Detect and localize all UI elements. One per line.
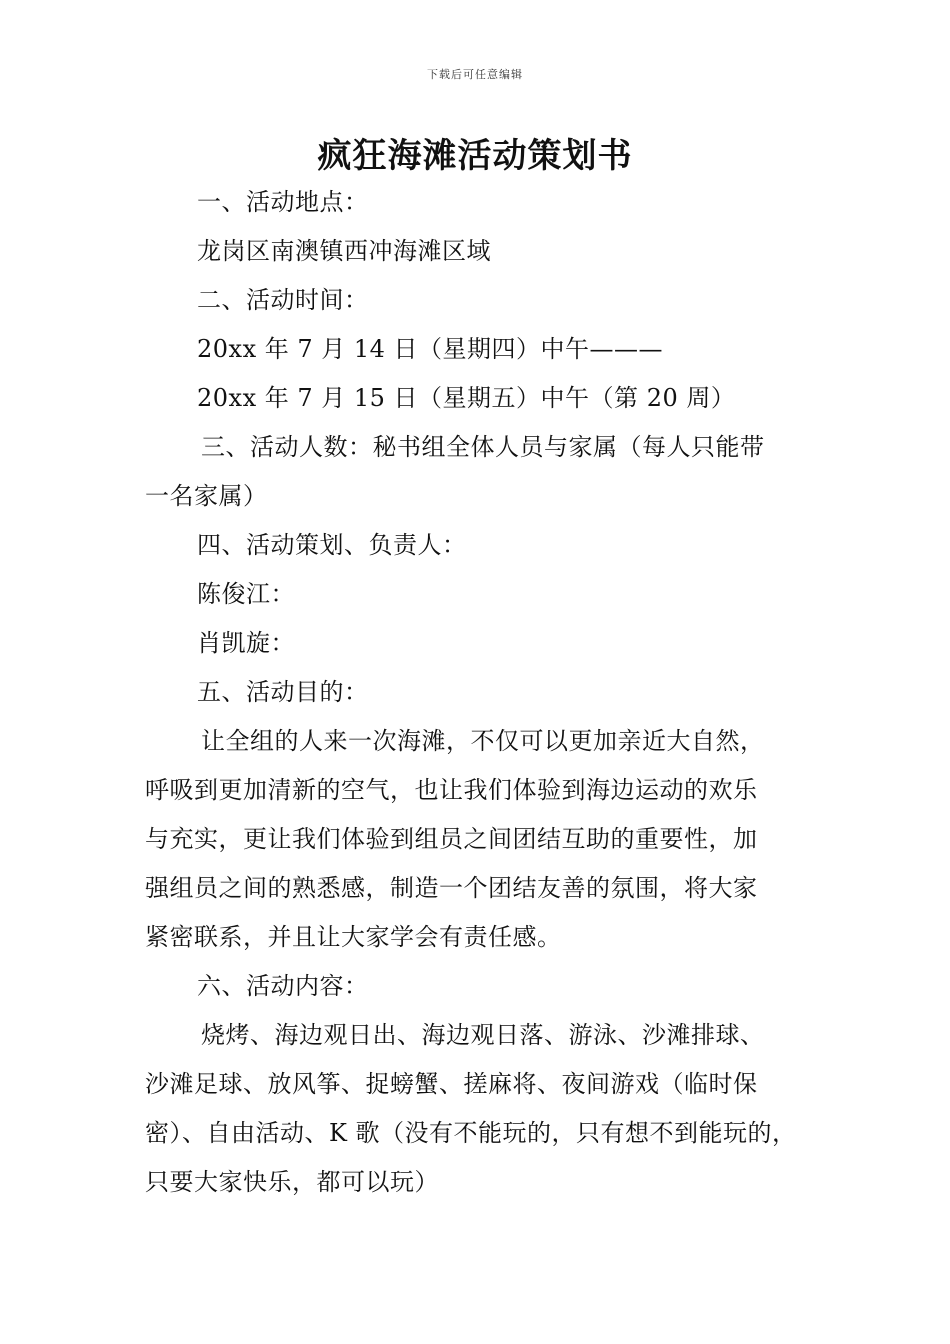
purpose-line: 强组员之间的熟悉感，制造一个团结友善的氛围，将大家	[145, 874, 758, 902]
content-line: 密）、自由活动、K 歌（没有不能玩的，只有想不到能玩的，	[145, 1119, 797, 1147]
organizer-1: 陈俊江：	[197, 580, 295, 608]
people-line-1: 三、活动人数：秘书组全体人员与家属（每人只能带	[201, 433, 765, 461]
organizer-heading: 四、活动策划、负责人：	[197, 531, 467, 559]
time-heading: 二、活动时间：	[197, 286, 369, 314]
time-line-2: 20xx 年 7 月 15 日（星期五）中午（第 20 周）	[197, 384, 736, 412]
people-line-2: 一名家属）	[145, 482, 268, 510]
content-heading: 六、活动内容：	[197, 972, 369, 1000]
content-line: 只要大家快乐，都可以玩）	[145, 1168, 439, 1196]
purpose-line: 紧密联系，并且让大家学会有责任感。	[145, 923, 562, 951]
purpose-line: 呼吸到更加清新的空气，也让我们体验到海边运动的欢乐	[145, 776, 758, 804]
time-line-1: 20xx 年 7 月 14 日（星期四）中午———	[197, 335, 664, 363]
purpose-line: 与充实，更让我们体验到组员之间团结互助的重要性，加	[145, 825, 758, 853]
document-body	[145, 178, 815, 1207]
content-line: 沙滩足球、放风筝、捉螃蟹、搓麻将、夜间游戏（临时保	[145, 1070, 758, 1098]
location-heading: 一、活动地点：	[197, 188, 369, 216]
header-note: 下载后可任意编辑	[427, 68, 523, 81]
document-title: 疯狂海滩活动策划书	[317, 136, 633, 176]
organizer-2: 肖凯旋：	[197, 629, 295, 657]
location-value: 龙岗区南澳镇西冲海滩区域	[197, 237, 491, 265]
purpose-line: 让全组的人来一次海滩，不仅可以更加亲近大自然，	[201, 727, 765, 755]
purpose-heading: 五、活动目的：	[197, 678, 369, 706]
content-line: 烧烤、海边观日出、海边观日落、游泳、沙滩排球、	[201, 1021, 765, 1049]
